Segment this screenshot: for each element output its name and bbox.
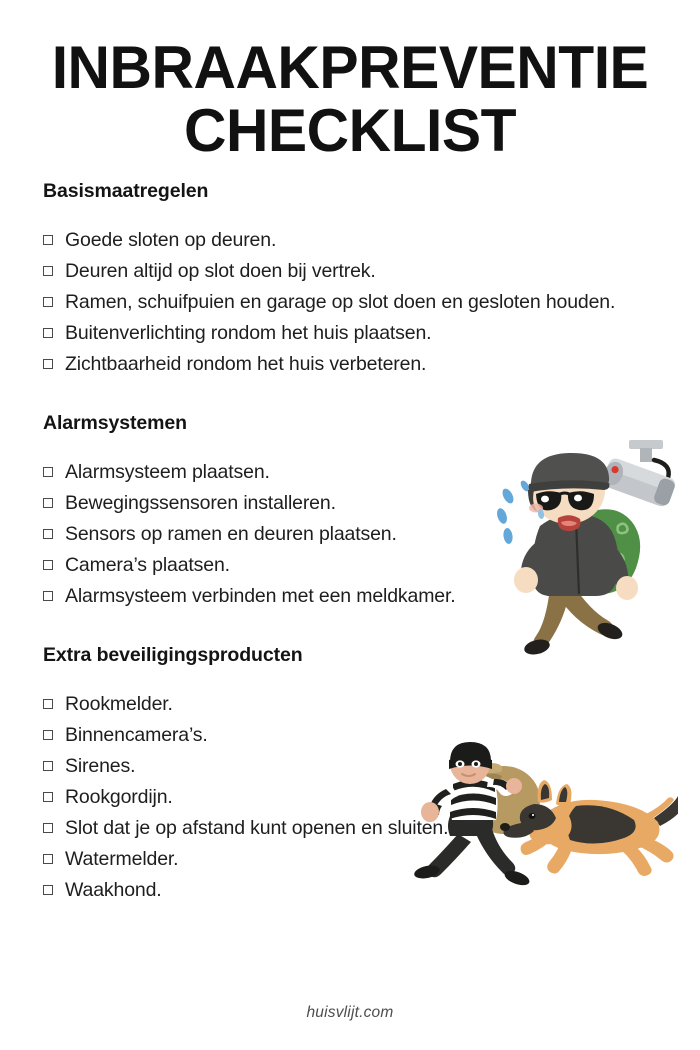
list-item-label: Rookmelder. <box>65 693 173 715</box>
list-item[interactable] <box>42 488 670 519</box>
list-item-label: Deuren altijd op slot doen bij vertrek. <box>65 260 376 282</box>
list-item-label: Alarmsysteem plaatsen. <box>65 461 270 483</box>
list-item[interactable] <box>42 519 670 550</box>
list-item[interactable] <box>42 813 670 844</box>
list-item-label: Sensors op ramen en deuren plaatsen. <box>65 523 397 545</box>
section-heading: Alarmsystemen <box>43 412 187 434</box>
section-basismaatregelen <box>42 178 670 380</box>
list-item[interactable] <box>42 318 670 349</box>
list-item[interactable] <box>42 689 670 720</box>
checkbox-icon[interactable] <box>43 792 53 802</box>
list-item-label: Ramen, schuifpuien en garage op slot doen en gesloten houden. <box>65 291 616 313</box>
list-item[interactable] <box>42 751 670 782</box>
checkbox-icon[interactable] <box>43 529 53 539</box>
checkbox-icon[interactable] <box>43 591 53 601</box>
section-extra-beveiligingsproducten <box>42 642 670 906</box>
list-item[interactable] <box>42 349 670 380</box>
list-item[interactable] <box>42 225 670 256</box>
checkbox-icon[interactable] <box>43 297 53 307</box>
checkbox-icon[interactable] <box>43 266 53 276</box>
checkbox-icon[interactable] <box>43 498 53 508</box>
section-alarmsystemen <box>42 410 670 612</box>
footer-watermark: huisvlijt.com <box>306 1004 394 1021</box>
list-item-label: Bewegingssensoren installeren. <box>65 492 336 514</box>
checklist-items <box>42 457 670 612</box>
list-item-label: Waakhond. <box>65 879 162 901</box>
list-item[interactable] <box>42 256 670 287</box>
list-item-label: Rookgordijn. <box>65 786 173 808</box>
checkbox-icon[interactable] <box>43 699 53 709</box>
list-item-label: Watermelder. <box>65 848 179 870</box>
checklist-content <box>42 178 670 906</box>
page-title-line-2: CHECKLIST <box>183 97 517 164</box>
section-heading: Basismaatregelen <box>43 180 209 202</box>
list-item[interactable] <box>42 844 670 875</box>
list-item-label: Binnencamera’s. <box>65 724 208 746</box>
checklist-items <box>42 225 670 380</box>
checklist-items <box>42 689 670 906</box>
list-item-label: Buitenverlichting rondom het huis plaatsen. <box>65 322 432 344</box>
list-item[interactable] <box>42 287 670 318</box>
checkbox-icon[interactable] <box>43 560 53 570</box>
checkbox-icon[interactable] <box>43 761 53 771</box>
checkbox-icon[interactable] <box>43 823 53 833</box>
list-item[interactable] <box>42 720 670 751</box>
list-item[interactable] <box>42 550 670 581</box>
list-item[interactable] <box>42 782 670 813</box>
checkbox-icon[interactable] <box>43 885 53 895</box>
page-title-line-1: INBRAAKPREVENTIE <box>51 34 649 101</box>
list-item-label: Zichtbaarheid rondom het huis verbeteren. <box>65 353 427 375</box>
list-item[interactable] <box>42 581 670 612</box>
section-heading: Extra beveiligingsproducten <box>43 644 303 666</box>
list-item-label: Sirenes. <box>65 755 136 777</box>
checkbox-icon[interactable] <box>43 359 53 369</box>
page-title <box>0 36 700 162</box>
list-item-label: Slot dat je op afstand kunt openen en sluiten. <box>65 817 449 839</box>
list-item-label: Camera’s plaatsen. <box>65 554 230 576</box>
list-item[interactable] <box>42 457 670 488</box>
list-item-label: Goede sloten op deuren. <box>65 229 277 251</box>
checkbox-icon[interactable] <box>43 467 53 477</box>
list-item-label: Alarmsysteem verbinden met een meldkamer. <box>65 585 456 607</box>
checkbox-icon[interactable] <box>43 235 53 245</box>
list-item[interactable] <box>42 875 670 906</box>
checkbox-icon[interactable] <box>43 730 53 740</box>
checkbox-icon[interactable] <box>43 854 53 864</box>
checkbox-icon[interactable] <box>43 328 53 338</box>
